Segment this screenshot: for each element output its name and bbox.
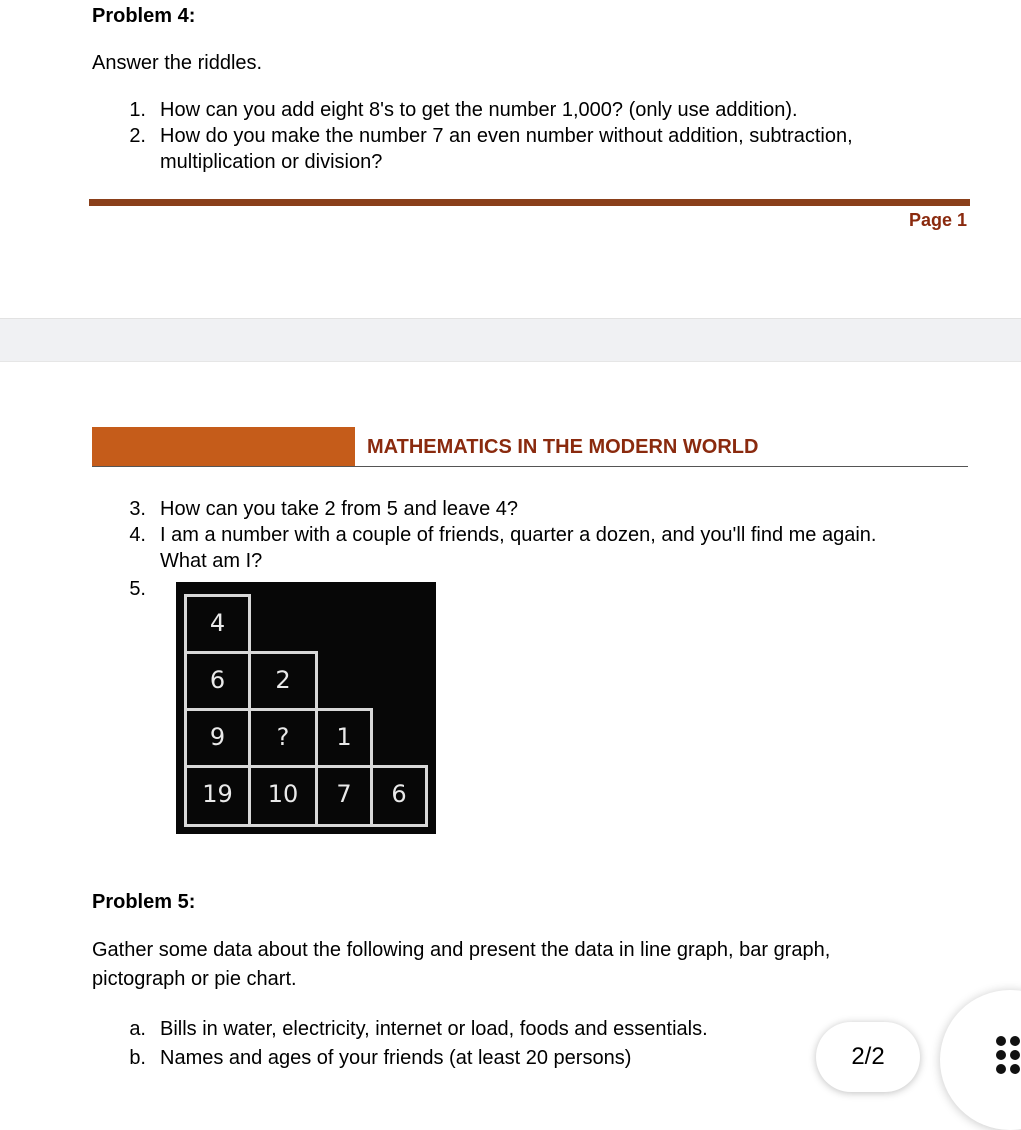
puzzle-cell: 19 <box>184 765 251 827</box>
page-separator <box>0 318 1021 362</box>
menu-button[interactable] <box>940 990 1021 1130</box>
puzzle-cell: 4 <box>184 594 251 654</box>
problem-5-intro-line-1: Gather some data about the following and present the data in line graph, bar graph, <box>92 939 831 961</box>
puzzle-cell: 10 <box>248 765 318 827</box>
problem-4-heading: Problem 4: <box>92 5 196 27</box>
problem-4-intro: Answer the riddles. <box>92 52 263 74</box>
list-number: 4. <box>129 524 146 546</box>
list-item-continuation: multiplication or division? <box>160 151 383 173</box>
list-item-continuation: What am I? <box>160 550 263 572</box>
puzzle-cell: 6 <box>184 651 251 711</box>
number-pyramid-puzzle <box>176 582 436 834</box>
problem-5-intro-line-2: pictograph or pie chart. <box>92 968 297 990</box>
problem-5-heading: Problem 5: <box>92 891 196 913</box>
puzzle-cell: 7 <box>315 765 373 827</box>
puzzle-cell: 6 <box>370 765 428 827</box>
list-item: How can you take 2 from 5 and leave 4? <box>160 498 518 520</box>
header-accent-block <box>92 427 355 467</box>
puzzle-cell: 1 <box>315 708 373 768</box>
puzzle-cell: ? <box>248 708 318 768</box>
list-letter: b. <box>129 1047 146 1069</box>
list-number: 3. <box>129 498 146 520</box>
list-number: 1. <box>129 99 146 121</box>
page-indicator[interactable]: 2/2 <box>816 1022 920 1092</box>
list-item: I am a number with a couple of friends, quarter a dozen, and you'll find me again. <box>160 524 877 546</box>
page-number-label: Page 1 <box>908 210 967 230</box>
list-item: Names and ages of your friends (at least 20 persons) <box>160 1047 632 1069</box>
puzzle-cell: 2 <box>248 651 318 711</box>
list-number: 2. <box>129 125 146 147</box>
list-item: Bills in water, electricity, internet or load, foods and essentials. <box>160 1018 708 1040</box>
page-header-title: MATHEMATICS IN THE MODERN WORLD <box>367 436 759 458</box>
footer-rule <box>89 199 970 206</box>
list-item: How can you add eight 8's to get the number 1,000? (only use addition). <box>160 99 798 121</box>
list-number: 5. <box>129 578 146 600</box>
list-letter: a. <box>129 1018 146 1040</box>
header-rule <box>92 466 968 467</box>
puzzle-cell: 9 <box>184 708 251 768</box>
list-item: How do you make the number 7 an even number without addition, subtraction, <box>160 125 853 147</box>
